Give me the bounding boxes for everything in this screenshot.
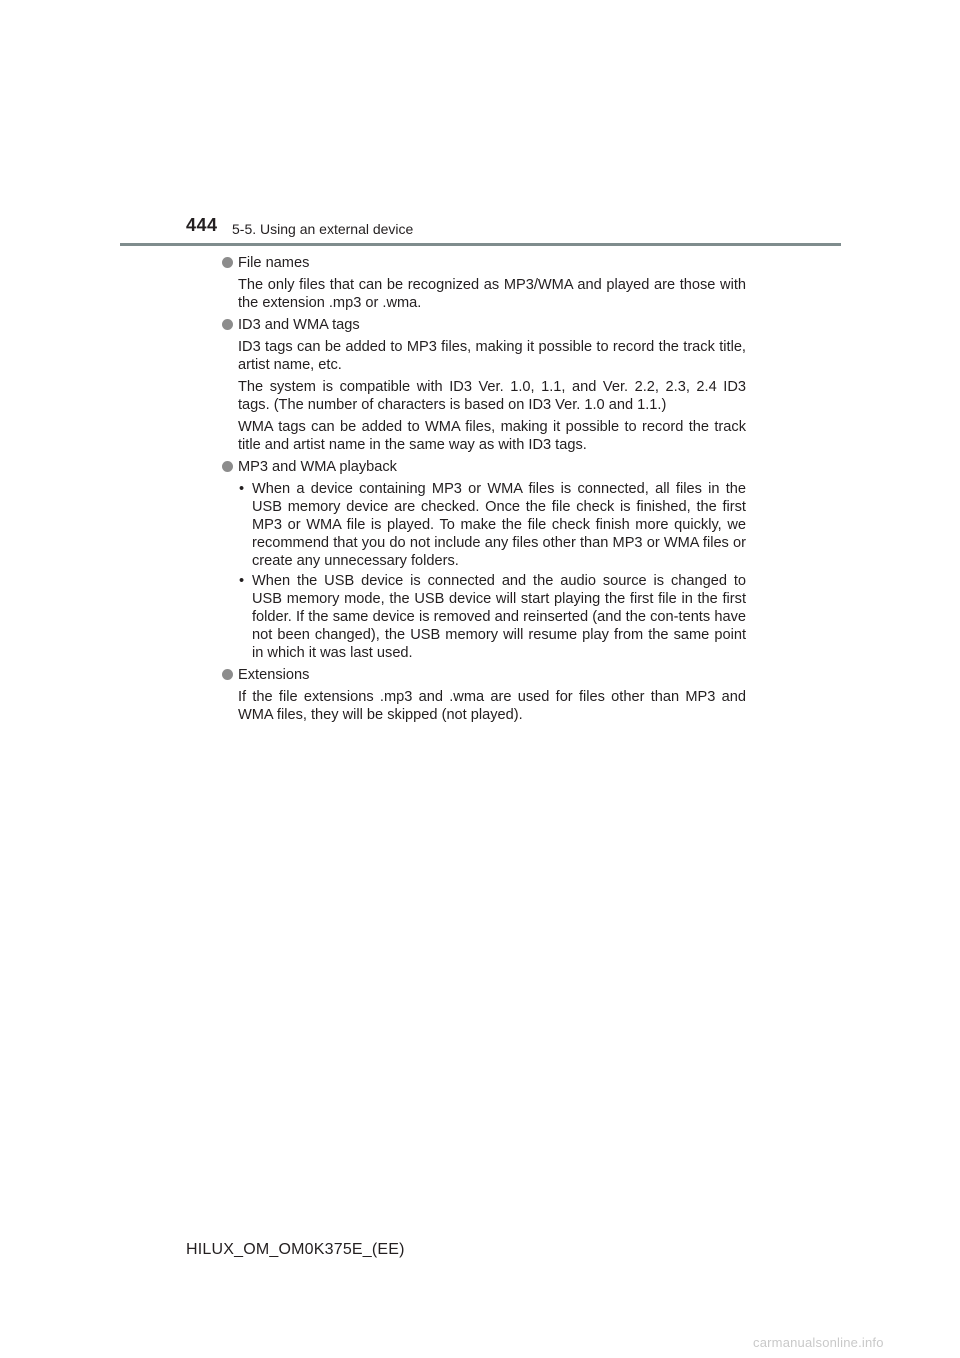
small-bullet-icon: • (239, 573, 245, 589)
list-item (222, 254, 746, 312)
paragraph: ID3 tags can be added to MP3 files, making it possible to record the track title, artist name, etc. (238, 339, 746, 373)
sub-list-item (238, 572, 746, 662)
sub-list (238, 480, 746, 662)
paragraph: The only files that can be recognized as MP3/WMA and played are those with the extension .mp3 or .wma. (238, 277, 746, 311)
section-title: 5-5. Using an external device (232, 221, 414, 237)
bullet-icon (222, 669, 233, 680)
header-rule (120, 243, 841, 246)
item-heading-text: Extensions (238, 667, 310, 683)
item-heading-text: ID3 and WMA tags (238, 317, 360, 333)
sub-list-item (238, 480, 746, 570)
document-code: HILUX_OM_OM0K375E_(EE) (186, 1241, 405, 1258)
list-item (222, 666, 746, 724)
page-header (0, 0, 960, 250)
item-heading-text: MP3 and WMA playback (238, 459, 397, 475)
list-item (222, 316, 746, 454)
page-number: 444 (186, 215, 218, 235)
paragraph: WMA tags can be added to WMA files, making it possible to record the track title and artist name in the same way as with ID3 tags. (238, 419, 746, 453)
item-heading (222, 458, 746, 476)
item-heading (222, 254, 746, 272)
list-item (222, 458, 746, 662)
sub-list-item-text: When a device containing MP3 or WMA files is connected, all files in the USB memory device are checked. Once the file check is finished, the first MP3 or WMA file is played. To make the file check finish more quickly, we recommend that you do not include any files other than MP3 or WMA files or create any unnecessary folders. (252, 481, 746, 569)
item-heading-text: File names (238, 255, 310, 271)
item-heading (222, 666, 746, 684)
small-bullet-icon: • (239, 481, 245, 497)
paragraph: If the file extensions .mp3 and .wma are used for files other than MP3 and WMA files, they will be skipped (not played). (238, 689, 746, 723)
page-content (222, 254, 746, 728)
sub-list-item-text: When the USB device is connected and the audio source is changed to USB memory mode, the USB device will start playing the first file in the first folder. If the same device is removed and reinserted (and the con-tents have not been changed), the USB memory will resume play from the same point in which it was last used. (252, 573, 746, 661)
bullet-icon (222, 319, 233, 330)
paragraph: The system is compatible with ID3 Ver. 1.0, 1.1, and Ver. 2.2, 2.3, 2.4 ID3 tags. (The number of characters is based on ID3 Ver. 1.0 and 1.1.) (238, 379, 746, 413)
item-heading (222, 316, 746, 334)
watermark: carmanualsonline.info (753, 1335, 884, 1350)
bullet-icon (222, 461, 233, 472)
bullet-icon (222, 257, 233, 268)
